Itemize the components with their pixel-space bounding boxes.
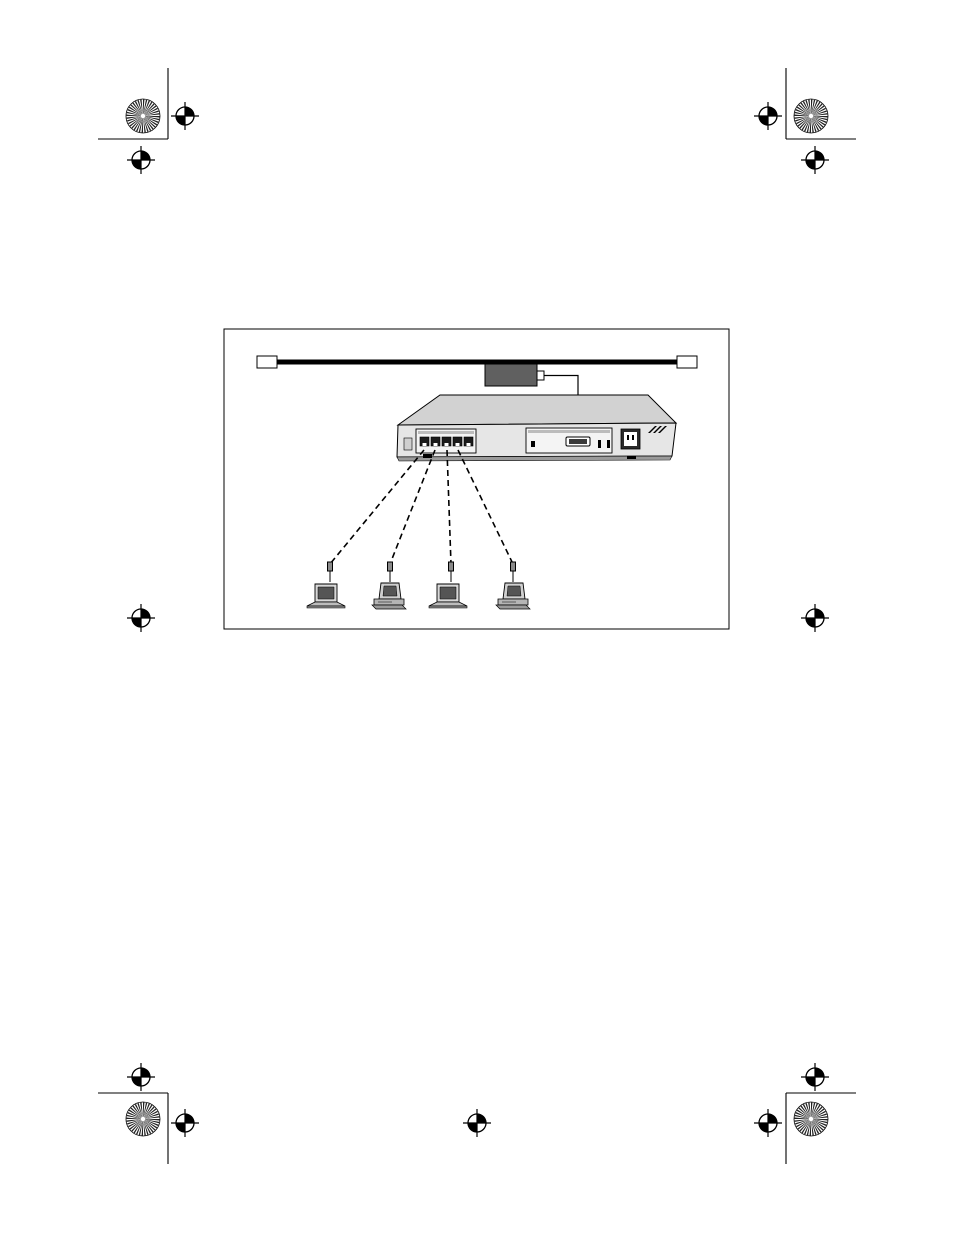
crosshair-target-icon	[463, 1109, 491, 1137]
toggle-switch-1	[598, 440, 601, 448]
aui-port-pins	[569, 439, 587, 444]
figure-frame	[224, 329, 729, 629]
foot-right	[627, 456, 636, 459]
cable-plug	[511, 562, 516, 571]
transceiver-box-icon	[485, 364, 537, 386]
transceiver-connector	[537, 371, 544, 380]
rj45-ports	[420, 437, 473, 446]
power-socket-icon	[621, 429, 640, 449]
port-label-strip	[418, 431, 474, 434]
rj45-port-latch	[434, 443, 438, 446]
cable-plug	[328, 562, 333, 571]
cable-plug	[388, 562, 393, 571]
crosshair-target-icon	[801, 1063, 829, 1091]
crosshair-target-icon	[801, 604, 829, 632]
crosshair-target-icon	[171, 102, 199, 130]
network-figure	[224, 329, 729, 629]
backbone-coax	[277, 360, 677, 365]
crosshair-target-icon	[754, 1109, 782, 1137]
hub	[397, 395, 676, 461]
cable-terminator-left	[257, 356, 277, 368]
rj45-port-latch	[423, 443, 427, 446]
status-switch	[404, 438, 412, 450]
hub-top	[398, 395, 676, 425]
crosshair-target-icon	[801, 146, 829, 174]
starburst-dial-icon	[794, 1102, 828, 1136]
toggle-switch-2	[607, 440, 610, 448]
starburst-dial-icon	[126, 99, 160, 133]
aui-led	[531, 441, 535, 447]
rj45-port-latch	[456, 443, 460, 446]
crosshair-target-icon	[127, 146, 155, 174]
rj45-port-latch	[445, 443, 449, 446]
starburst-dial-icon	[794, 99, 828, 133]
crosshair-target-icon	[754, 102, 782, 130]
crosshair-target-icon	[127, 604, 155, 632]
foot-left	[423, 454, 432, 458]
cable-plug	[449, 562, 454, 571]
starburst-dial-icon	[126, 1102, 160, 1136]
crosshair-target-icon	[127, 1063, 155, 1091]
crosshair-target-icon	[171, 1109, 199, 1137]
rj45-port-latch	[467, 443, 471, 446]
aui-label-strip	[528, 430, 610, 433]
cable-terminator-right	[677, 356, 697, 368]
